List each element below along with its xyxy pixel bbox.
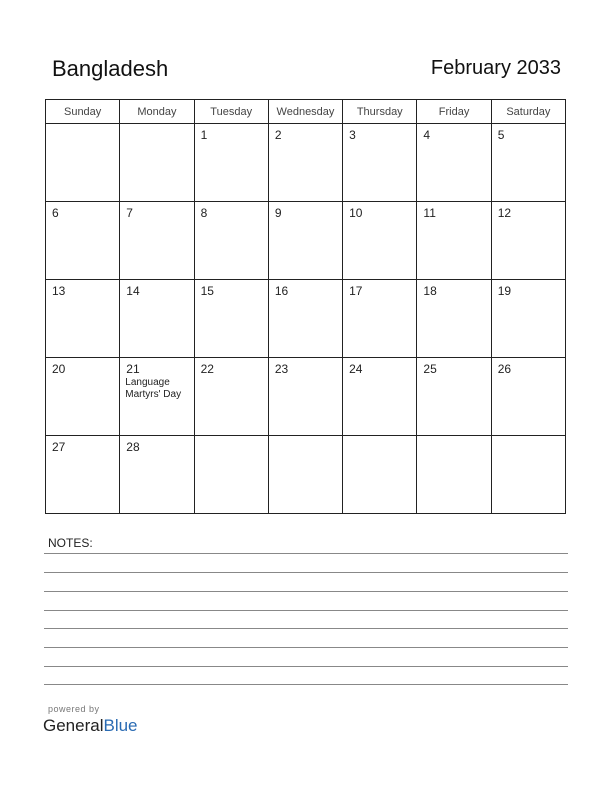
day-number: 20: [52, 362, 66, 376]
day-number: 11: [423, 206, 436, 220]
day-cell: [194, 202, 268, 280]
weekday-friday: Friday: [417, 100, 491, 124]
day-cell: [120, 202, 194, 280]
day-number: 28: [126, 440, 140, 454]
day-cell: [491, 280, 565, 358]
weekday-wednesday: Wednesday: [268, 100, 342, 124]
day-number: 12: [497, 206, 512, 220]
day-number: 6: [52, 206, 59, 220]
day-cell: [268, 124, 342, 202]
day-cell: [343, 280, 417, 358]
day-number: 26: [497, 362, 512, 376]
notes-line: [44, 684, 568, 685]
week-row: [46, 358, 566, 436]
day-cell: [120, 436, 194, 514]
calendar-grid: [45, 99, 566, 514]
notes-line: [44, 647, 568, 648]
day-number: 14: [126, 284, 140, 298]
day-cell: [268, 436, 342, 514]
day-cell: [194, 124, 268, 202]
day-cell: [268, 358, 342, 436]
day-cell: [46, 202, 120, 280]
day-cell: [120, 358, 194, 436]
day-cell: [417, 124, 491, 202]
day-cell: [491, 436, 565, 514]
week-row: [46, 124, 566, 202]
day-cell: [120, 124, 194, 202]
day-cell: [417, 358, 491, 436]
day-number: [120, 124, 193, 128]
day-number: 2: [274, 128, 282, 142]
day-cell: [46, 124, 120, 202]
day-number: [492, 436, 565, 440]
day-cell: [343, 358, 417, 436]
generalblue-logo: [43, 716, 138, 736]
holiday-label: Language Martyrs' Day: [125, 377, 182, 400]
notes-label: NOTES:: [48, 536, 93, 550]
day-number: 23: [274, 362, 289, 376]
notes-line: [44, 553, 568, 554]
day-cell: [194, 358, 268, 436]
weekday-header-row: [46, 100, 566, 124]
brand-general: General: [43, 716, 104, 735]
day-number: 1: [200, 128, 208, 142]
day-number: 8: [200, 206, 208, 220]
day-number: 13: [52, 284, 66, 298]
day-number: 27: [52, 440, 66, 454]
day-number: 25: [423, 362, 437, 376]
notes-line: [44, 610, 568, 611]
day-cell: [491, 202, 565, 280]
week-row: [46, 202, 566, 280]
day-cell: [343, 124, 417, 202]
day-cell: [417, 280, 491, 358]
day-number: 17: [349, 284, 363, 298]
notes-line: [44, 591, 568, 592]
day-number: 10: [349, 206, 363, 220]
day-number: 22: [200, 362, 214, 376]
day-cell: [46, 436, 120, 514]
day-cell: [343, 436, 417, 514]
weekday-tuesday: Tuesday: [194, 100, 268, 124]
country-title: Bangladesh: [52, 56, 169, 81]
day-number: [195, 436, 268, 440]
day-number: 15: [200, 284, 214, 298]
day-cell: [194, 436, 268, 514]
brand-blue: Blue: [103, 716, 138, 735]
notes-line: [44, 666, 568, 667]
day-number: 3: [349, 128, 356, 142]
day-number: 4: [423, 128, 431, 142]
week-row: [46, 436, 566, 514]
day-number: 19: [497, 284, 512, 298]
weekday-thursday: Thursday: [343, 100, 417, 124]
day-number: 24: [349, 362, 363, 376]
weekday-monday: Monday: [120, 100, 194, 124]
day-cell: [491, 124, 565, 202]
month-title: February 2033: [430, 57, 561, 79]
day-number: 21: [126, 362, 140, 376]
day-number: 7: [126, 206, 133, 220]
powered-by-text: powered by: [48, 704, 100, 714]
day-cell: [120, 280, 194, 358]
day-cell: [46, 358, 120, 436]
day-number: 9: [274, 206, 282, 220]
day-cell: [343, 202, 417, 280]
day-cell: [46, 280, 120, 358]
weekday-saturday: Saturday: [491, 100, 565, 124]
day-number: [343, 436, 416, 440]
notes-line: [44, 628, 568, 629]
day-cell: [194, 280, 268, 358]
day-number: [269, 436, 342, 440]
weekday-sunday: Sunday: [46, 100, 120, 124]
day-cell: [268, 280, 342, 358]
week-row: [46, 280, 566, 358]
day-cell: [491, 358, 565, 436]
day-number: 5: [497, 128, 505, 142]
day-number: [417, 436, 490, 440]
day-number: [46, 124, 119, 128]
notes-line: [44, 572, 568, 573]
day-number: 16: [274, 284, 289, 298]
day-cell: [268, 202, 342, 280]
day-cell: [417, 436, 491, 514]
day-cell: [417, 202, 491, 280]
day-number: 18: [423, 284, 437, 298]
